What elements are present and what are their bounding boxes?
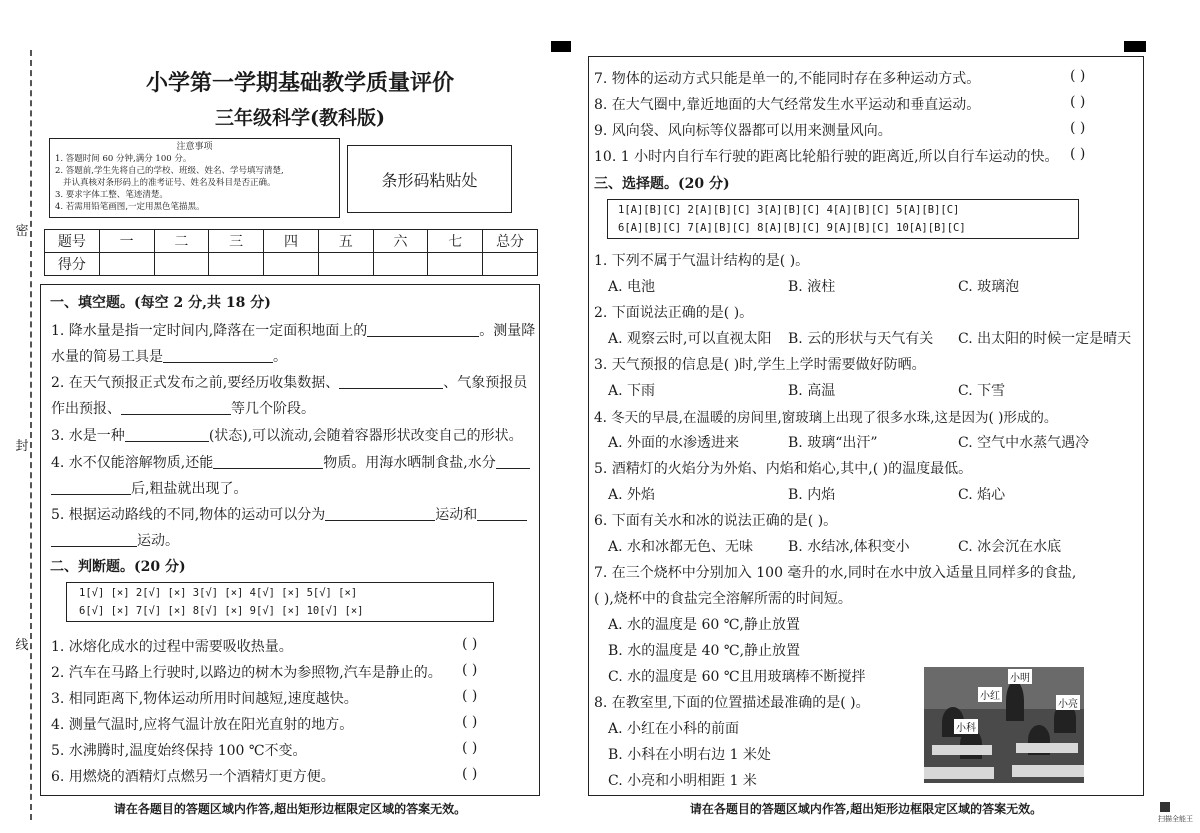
binding-line [30, 50, 32, 820]
score-cell[interactable] [209, 253, 264, 276]
answer-paren[interactable]: ( ) [462, 688, 478, 704]
option-c[interactable]: C. 焰心 [958, 487, 1006, 503]
option-c[interactable]: C. 空气中水蒸气遇冷 [958, 435, 1090, 451]
gutter-char-xian: 线 [14, 634, 30, 653]
photo-label-xiaoming: 小明 [1008, 669, 1032, 684]
question-stem: 1. 下列不属于气温计结构的是( )。 [594, 253, 810, 269]
answer-paren[interactable]: ( ) [462, 766, 478, 782]
answer-paren[interactable]: ( ) [462, 740, 478, 756]
photo-label-xiaoke: 小科 [954, 719, 978, 734]
answer-paren[interactable]: ( ) [1070, 146, 1086, 162]
answer-blank[interactable] [125, 428, 209, 442]
option-a[interactable]: A. 下雨 [608, 383, 656, 399]
question-line: 水量的简易工具是 。 [51, 349, 287, 365]
choice-grid-row[interactable]: 6[A][B][C] 7[A][B][C] 8[A][B][C] 9[A][B][C] 10[A][B][C] [618, 222, 966, 234]
notice-item: 并认真核对条形码上的准考证号、姓名及科目是否正确。 [63, 178, 276, 188]
judge-item: 5. 水沸腾时,温度始终保持 100 ℃不变。 [51, 743, 307, 759]
notice-item: 1. 答题时间 60 分钟,满分 100 分。 [55, 154, 192, 164]
notice-box [49, 138, 340, 218]
page-subtitle: 三年级科学(教科版) [215, 107, 385, 129]
barcode-label: 条形码粘贴处 [381, 170, 478, 190]
question-line: 4. 水不仅能溶解物质,还能 物质。用海水晒制食盐,水分 [51, 452, 530, 472]
question-stem: 3. 天气预报的信息是( )时,学生上学时需要做好防晒。 [594, 357, 926, 373]
answer-paren[interactable]: ( ) [1070, 68, 1086, 84]
judge-item: 10. 1 小时内自行车行驶的距离比轮船行驶的距离近,所以自行车运动的快。 [594, 149, 1059, 165]
score-cell[interactable] [318, 253, 373, 276]
question-line: 5. 根据运动路线的不同,物体的运动可以分为 运动和 [51, 504, 527, 524]
alignment-mark-right [1124, 41, 1146, 52]
option-a[interactable]: A. 观察云时,可以直视太阳 [608, 331, 772, 347]
option-a[interactable]: A. 电池 [608, 279, 656, 295]
notice-item: 4. 若需用铅笔画图,一定用黑色笔描黑。 [55, 202, 205, 212]
score-cell[interactable] [264, 253, 319, 276]
question-stem: 8. 在教室里,下面的位置描述最准确的是( )。 [594, 695, 870, 711]
question-line: 运动。 [51, 530, 179, 550]
option-a[interactable]: A. 水和冰都无色、无味 [608, 539, 754, 555]
judge-item: 3. 相同距离下,物体运动所用时间越短,速度越快。 [51, 691, 358, 707]
option-b[interactable]: B. 高温 [788, 383, 836, 399]
judge-grid-row[interactable]: 1[√] [×] 2[√] [×] 3[√] [×] 4[√] [×] 5[√] [×] [79, 587, 358, 599]
option-b[interactable]: B. 水的温度是 40 ℃,静止放置 [608, 643, 801, 659]
answer-blank[interactable] [325, 507, 435, 521]
scanner-logo-icon [1160, 802, 1170, 812]
score-row-label: 得分 [45, 253, 100, 276]
answer-blank[interactable] [51, 533, 137, 547]
judge-answer-grid [66, 582, 494, 622]
choice-grid-row[interactable]: 1[A][B][C] 2[A][B][C] 3[A][B][C] 4[A][B][C] 5[A][B][C] [618, 204, 960, 216]
section-judge-title: 二、判断题。(20 分) [50, 559, 186, 575]
answer-blank[interactable] [121, 401, 231, 415]
option-c[interactable]: C. 冰会沉在水底 [958, 539, 1062, 555]
option-b[interactable]: B. 玻璃“出汗” [788, 435, 878, 451]
score-cell[interactable] [99, 253, 154, 276]
left-footer-note: 请在各题目的答题区域内作答,超出矩形边框限定区域的答案无效。 [113, 802, 467, 816]
option-a[interactable]: A. 小红在小科的前面 [608, 721, 740, 737]
score-header-cell: 一 [99, 230, 154, 253]
question-stem-cont: ( ),烧杯中的食盐完全溶解所需的时间短。 [594, 591, 852, 607]
notice-item: 3. 要求字体工整、笔迹清楚。 [55, 190, 168, 200]
question-stem: 6. 下面有关水和冰的说法正确的是( )。 [594, 513, 838, 529]
score-header-cell: 二 [154, 230, 209, 253]
section-fill-title: 一、填空题。(每空 2 分,共 18 分) [50, 295, 271, 311]
question-stem: 4. 冬天的早晨,在温暖的房间里,窗玻璃上出现了很多水珠,这是因为( )形成的。 [594, 410, 1058, 426]
judge-item: 4. 测量气温时,应将气温计放在阳光直射的地方。 [51, 717, 354, 733]
question-stem: 5. 酒精灯的火焰分为外焰、内焰和焰心,其中,( )的温度最低。 [594, 461, 973, 477]
judge-item: 7. 物体的运动方式只能是单一的,不能同时存在多种运动方式。 [594, 71, 981, 87]
score-header-cell: 七 [428, 230, 483, 253]
alignment-mark-left [551, 41, 571, 52]
photo-label-xiaohong: 小红 [978, 687, 1002, 702]
right-footer-note: 请在各题目的答题区域内作答,超出矩形边框限定区域的答案无效。 [689, 802, 1043, 816]
score-cell[interactable] [428, 253, 483, 276]
score-header-cell: 总分 [483, 230, 538, 253]
choice-answer-grid [607, 199, 1079, 239]
option-c[interactable]: C. 水的温度是 60 ℃且用玻璃棒不断搅拌 [608, 669, 866, 685]
gutter-char-mi: 密 [14, 220, 30, 239]
question-line: 作出预报、 等几个阶段。 [51, 401, 315, 417]
score-cell[interactable] [483, 253, 538, 276]
answer-paren[interactable]: ( ) [1070, 120, 1086, 136]
answer-blank[interactable] [339, 375, 443, 389]
option-a[interactable]: A. 外焰 [608, 487, 656, 503]
option-b[interactable]: B. 小科在小明右边 1 米处 [608, 747, 771, 763]
score-header-cell: 六 [373, 230, 428, 253]
answer-blank[interactable] [213, 455, 323, 469]
question-line: 3. 水是一种 (状态),可以流动,会随着容器形状改变自己的形状。 [51, 428, 523, 444]
answer-paren[interactable]: ( ) [462, 636, 478, 652]
barcode-area [347, 145, 512, 213]
answer-paren[interactable]: ( ) [462, 662, 478, 678]
judge-item: 6. 用燃烧的酒精灯点燃另一个酒精灯更方便。 [51, 769, 335, 785]
question-line: 1. 降水量是指一定时间内,降落在一定面积地面上的 。测量降 [51, 323, 536, 339]
score-header-cell: 题号 [45, 230, 100, 253]
option-c[interactable]: C. 小亮和小明相距 1 米 [608, 773, 757, 789]
judge-item: 2. 汽车在马路上行驶时,以路边的树木为参照物,汽车是静止的。 [51, 665, 442, 681]
question-line: 2. 在天气预报正式发布之前,要经历收集数据、 、气象预报员 [51, 375, 528, 391]
score-cell[interactable] [154, 253, 209, 276]
score-cell[interactable] [373, 253, 428, 276]
answer-blank[interactable] [477, 507, 527, 521]
classroom-photo [924, 667, 1084, 783]
option-b[interactable]: B. 液柱 [788, 279, 836, 295]
scanner-watermark: 扫描全能王 [1158, 815, 1193, 823]
option-c[interactable]: C. 出太阳的时候一定是晴天 [958, 331, 1132, 347]
question-line: 后,粗盐就出现了。 [51, 478, 247, 498]
question-stem: 7. 在三个烧杯中分别加入 100 毫升的水,同时在水中放入适量且同样多的食盐, [594, 565, 1077, 581]
answer-blank[interactable] [496, 455, 530, 469]
gutter-char-feng: 封 [14, 435, 30, 454]
option-b[interactable]: B. 内焰 [788, 487, 836, 503]
option-b[interactable]: B. 云的形状与天气有关 [788, 331, 934, 347]
answer-blank[interactable] [163, 349, 273, 363]
photo-label-xiaoliang: 小亮 [1056, 695, 1080, 710]
answer-blank[interactable] [51, 481, 131, 495]
judge-item: 1. 冰熔化成水的过程中需要吸收热量。 [51, 639, 293, 655]
page-title: 小学第一学期基础教学质量评价 [145, 70, 454, 96]
score-header-cell: 五 [318, 230, 373, 253]
answer-blank[interactable] [367, 323, 479, 337]
judge-item: 8. 在大气圈中,靠近地面的大气经常发生水平运动和垂直运动。 [594, 97, 981, 113]
judge-item: 9. 风向袋、风向标等仪器都可以用来测量风向。 [594, 123, 892, 139]
score-header-cell: 三 [209, 230, 264, 253]
score-table-row [45, 253, 538, 276]
score-table-header-row [45, 230, 538, 253]
option-c[interactable]: C. 下雪 [958, 383, 1006, 399]
answer-paren[interactable]: ( ) [462, 714, 478, 730]
notice-item: 2. 答题前,学生先将自己的学校、班级、姓名、学号填写清楚, [55, 166, 284, 176]
question-stem: 2. 下面说法正确的是( )。 [594, 305, 754, 321]
answer-paren[interactable]: ( ) [1070, 94, 1086, 110]
option-b[interactable]: B. 水结冰,体积变小 [788, 539, 910, 555]
option-c[interactable]: C. 玻璃泡 [958, 279, 1020, 295]
option-a[interactable]: A. 外面的水渗透进来 [608, 435, 740, 451]
judge-grid-row[interactable]: 6[√] [×] 7[√] [×] 8[√] [×] 9[√] [×] 10[√] [×] [79, 605, 364, 617]
section-choice-title: 三、选择题。(20 分) [594, 176, 730, 192]
score-table [44, 229, 538, 276]
notice-title: 注意事项 [176, 142, 213, 152]
option-a[interactable]: A. 水的温度是 60 ℃,静止放置 [608, 617, 800, 633]
score-header-cell: 四 [264, 230, 319, 253]
